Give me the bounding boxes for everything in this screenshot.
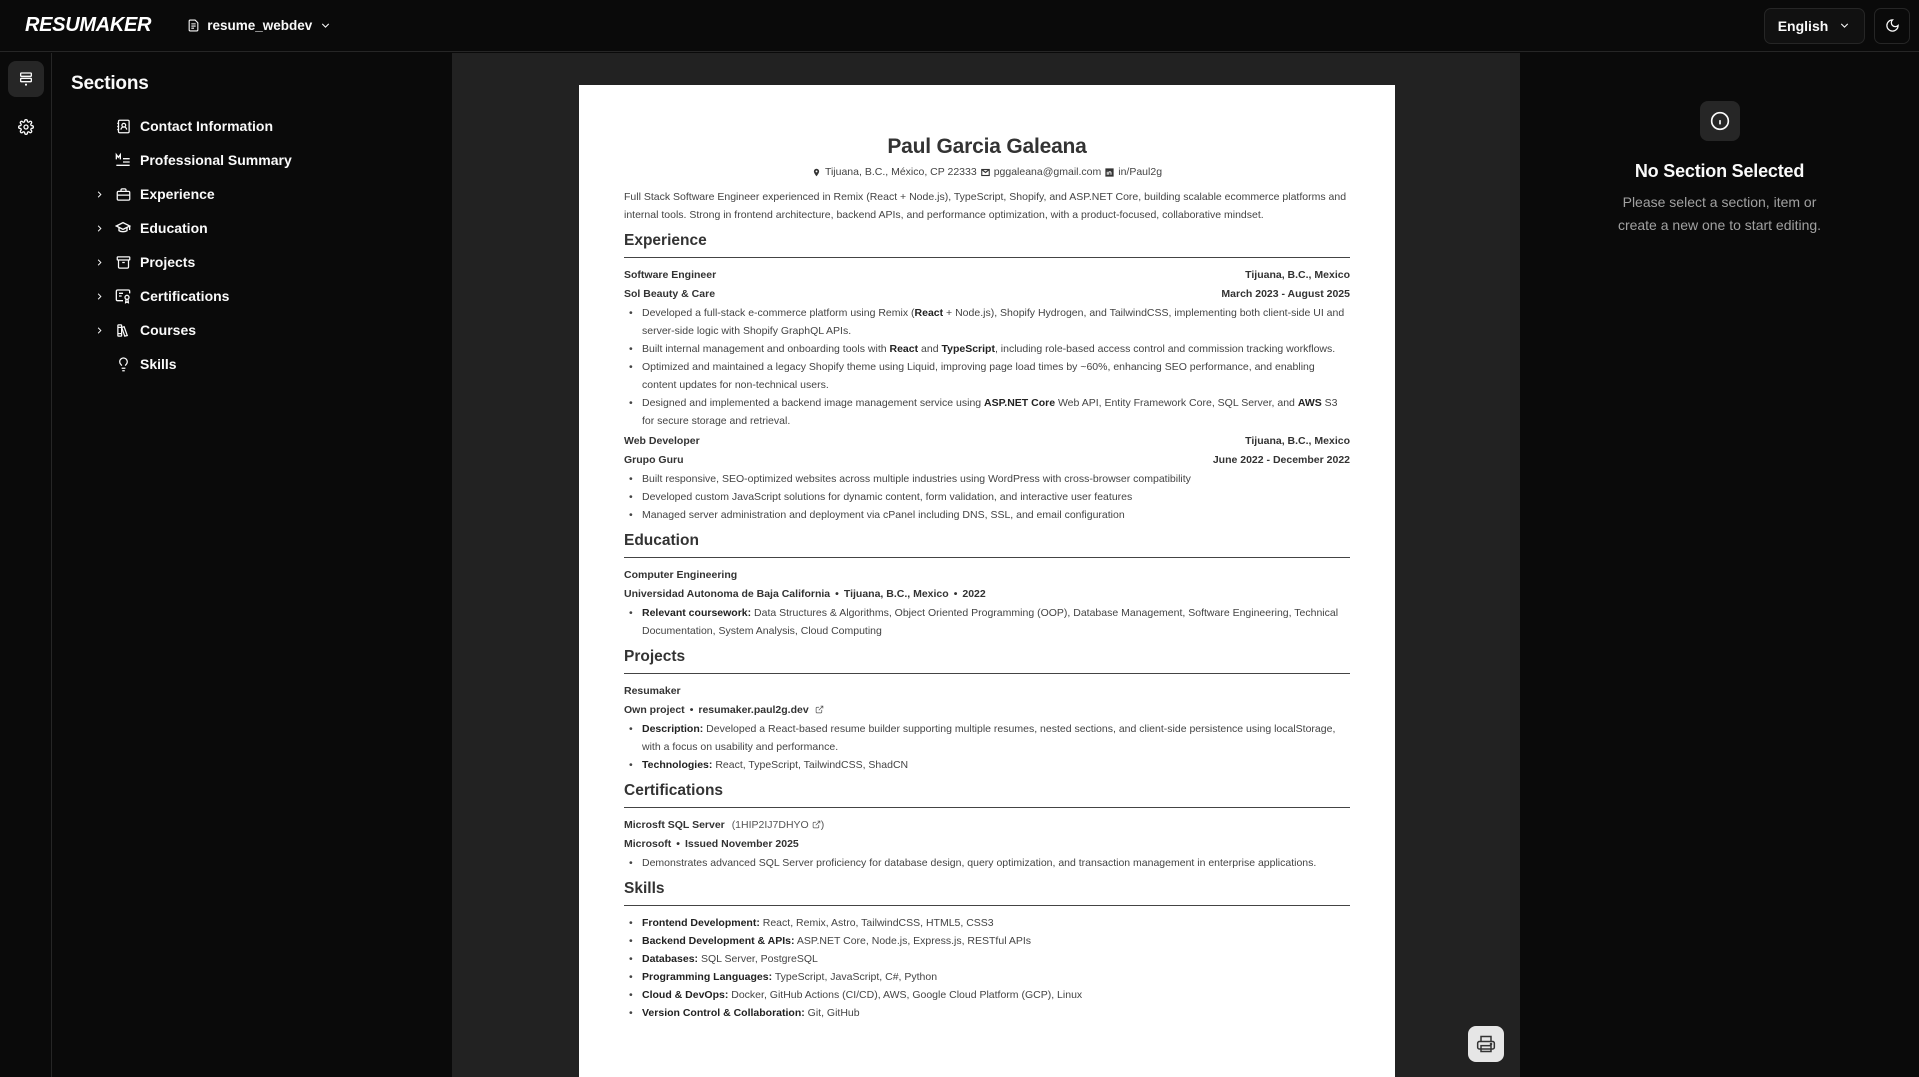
map-pin-icon xyxy=(812,168,821,177)
editor-panel xyxy=(1520,53,1919,1077)
certification-issuer: Microsoft xyxy=(624,838,672,850)
resume-page xyxy=(579,85,1395,1077)
app-logo[interactable]: RESUMAKER xyxy=(25,14,152,36)
chevron-right-icon[interactable] xyxy=(94,291,105,302)
archive-icon xyxy=(116,255,131,270)
section-title: Experience xyxy=(624,232,1350,258)
job-bullet: • Managed server administration and deployment via cPanel including DNS, SSL, and email configuration xyxy=(624,506,1350,524)
education-location: Tijuana, B.C., Mexico xyxy=(843,588,949,600)
chevron-right-icon[interactable] xyxy=(94,257,105,268)
markdown-icon xyxy=(115,152,131,168)
sections-icon xyxy=(18,71,34,87)
sidebar-item-professional-summary[interactable] xyxy=(69,143,452,177)
sidebar-item-label: Certifications xyxy=(140,288,230,304)
resume-selector[interactable] xyxy=(187,18,332,33)
certification-header: Microsft SQL Server (1HIP2IJ7DHYO ) xyxy=(624,819,825,831)
job-dates: June 2022 - December 2022 xyxy=(1212,454,1350,466)
project-type: Own project xyxy=(624,704,685,716)
chevron-right-icon[interactable] xyxy=(94,325,105,336)
project-description: • Description: Developed a React-based resume builder supporting multiple resumes, nested sections, and client-side persistence using localStorage, with a focus on usability and performance. xyxy=(624,720,1350,756)
education-school: Universidad Autonoma de Baja California xyxy=(624,588,831,600)
resume-preview-area xyxy=(452,53,1520,1077)
graduation-cap-icon xyxy=(115,220,131,236)
contact-location: Tijuana, B.C., México, CP 22333 xyxy=(824,166,977,178)
info-icon xyxy=(1710,111,1730,131)
sidebar-item-label: Courses xyxy=(140,322,197,338)
education-year: 2022 xyxy=(962,588,986,600)
job-role: Software Engineer xyxy=(624,269,717,281)
chevron-right-icon[interactable] xyxy=(94,223,105,234)
empty-state-description: Please select a section, item or create a new one to start editing. xyxy=(1617,194,1822,233)
certification-bullet: • Demonstrates advanced SQL Server proficiency for database design, query optimization, and transaction management in enterprise applications. xyxy=(624,854,1350,872)
job-dates: March 2023 - August 2025 xyxy=(1221,288,1350,300)
chevron-down-icon xyxy=(319,19,332,32)
section-title: Projects xyxy=(624,648,1350,674)
skill-item: • Programming Languages: TypeScript, JavaScript, C#, Python xyxy=(624,968,1350,986)
info-badge xyxy=(1700,101,1740,141)
job-bullet: • Built internal management and onboarding tools with React and TypeScript, including role-based access control and commission tracking workflows. xyxy=(624,340,1350,358)
job-bullet: • Optimized and maintained a legacy Shopify theme using Liquid, improving page load times by ~60%, enhancing SEO performance, and enabling content updates for non-technical users. xyxy=(624,358,1350,394)
skill-item: • Frontend Development: React, Remix, Astro, TailwindCSS, HTML5, CSS3 xyxy=(624,914,1350,932)
skill-item: • Databases: SQL Server, PostgreSQL xyxy=(624,950,1350,968)
project-technologies: • Technologies: React, TypeScript, TailwindCSS, ShadCN xyxy=(624,756,1350,774)
resume-section-certifications xyxy=(624,782,1350,872)
resume-section-skills xyxy=(624,880,1350,1022)
certification-id[interactable]: (1HIP2IJ7DHYO xyxy=(731,819,809,831)
printer-icon xyxy=(1476,1034,1496,1054)
sidebar-item-label: Professional Summary xyxy=(140,152,292,168)
theme-toggle-button[interactable] xyxy=(1874,8,1910,44)
sidebar-item-label: Experience xyxy=(140,186,215,202)
job-bullet: • Developed custom JavaScript solutions for dynamic content, form validation, and interactive user features xyxy=(624,488,1350,506)
sidebar-item-certifications[interactable] xyxy=(69,279,452,313)
certification-name: Microsft SQL Server xyxy=(624,819,725,831)
section-title: Certifications xyxy=(624,782,1350,808)
gear-icon xyxy=(18,119,34,135)
sections-tab-button[interactable] xyxy=(8,61,44,97)
certification-meta: Microsoft • Issued November 2025 xyxy=(624,838,799,850)
chevron-down-icon xyxy=(1838,19,1851,32)
skill-item: • Cloud & DevOps: Docker, GitHub Actions (CI/CD), AWS, Google Cloud Platform (GCP), Linux xyxy=(624,986,1350,1004)
education-degree: Computer Engineering xyxy=(624,569,738,581)
sidebar-item-label: Education xyxy=(140,220,208,236)
linkedin-icon xyxy=(1105,168,1114,177)
resume-contact-line xyxy=(624,166,1350,178)
external-link-icon[interactable] xyxy=(815,705,824,714)
sidebar-item-courses[interactable] xyxy=(69,313,452,347)
skill-item: • Backend Development & APIs: ASP.NET Core, Node.js, Express.js, RESTful APIs xyxy=(624,932,1350,950)
language-selector[interactable] xyxy=(1764,8,1865,44)
resume-section-projects xyxy=(624,648,1350,774)
sidebar-item-label: Contact Information xyxy=(140,118,273,134)
language-label: English xyxy=(1777,17,1829,34)
sidebar-title: Sections xyxy=(71,73,149,94)
job-location: Tijuana, B.C., Mexico xyxy=(1245,269,1350,281)
contact-linkedin[interactable]: in/Paul2g xyxy=(1118,166,1163,178)
chevron-right-icon[interactable] xyxy=(94,189,105,200)
lightbulb-icon xyxy=(116,357,131,372)
library-icon xyxy=(116,323,131,338)
project-meta: Own project • resumaker.paul2g.dev xyxy=(624,701,1350,720)
section-title: Skills xyxy=(624,880,1350,906)
sections-sidebar xyxy=(53,53,452,1077)
certification-issued: Issued November 2025 xyxy=(684,838,799,850)
experience-item xyxy=(624,432,1350,524)
project-link[interactable]: resumaker.paul2g.dev xyxy=(698,704,809,716)
contact-email[interactable]: pggaleana@gmail.com xyxy=(993,166,1102,178)
empty-state-title: No Section Selected xyxy=(1634,161,1805,181)
print-button[interactable] xyxy=(1468,1026,1504,1062)
external-link-icon[interactable] xyxy=(812,820,821,829)
sidebar-item-experience[interactable] xyxy=(69,177,452,211)
resume-name-heading: Paul Garcia Galeana xyxy=(887,135,1087,158)
job-location: Tijuana, B.C., Mexico xyxy=(1245,435,1350,447)
sidebar-item-skills[interactable] xyxy=(69,347,452,381)
sidebar-item-education[interactable] xyxy=(69,211,452,245)
education-meta: Universidad Autonoma de Baja California • Tijuana, B.C., Mexico • 2022 xyxy=(624,588,986,600)
resume-section-education xyxy=(624,532,1350,640)
icon-rail xyxy=(0,53,52,1077)
sidebar-item-projects[interactable] xyxy=(69,245,452,279)
job-company: Grupo Guru xyxy=(624,454,684,466)
contact-icon xyxy=(116,119,131,134)
project-name: Resumaker xyxy=(624,685,681,697)
section-title: Education xyxy=(624,532,1350,558)
certificate-icon xyxy=(115,288,131,304)
job-role: Web Developer xyxy=(624,435,700,447)
file-text-icon xyxy=(187,19,200,32)
app-header xyxy=(0,0,1919,52)
mail-icon xyxy=(981,168,990,177)
skill-item: • Version Control & Collaboration: Git, GitHub xyxy=(624,1004,1350,1022)
education-coursework: • Relevant coursework: Data Structures & Algorithms, Object Oriented Programming (OOP), Database Management, Software Engineering, Technical Documentation, System Analysis, Cloud Computing xyxy=(624,604,1350,640)
resume-summary: Full Stack Software Engineer experienced in Remix (React + Node.js), TypeScript, Shopify, and ASP.NET Core, building scalable ecommerce platforms and internal tools. Strong in frontend architecture, backend APIs, and performance optimization, with a product-focused, collaborative mindset. xyxy=(624,191,1347,221)
resume-section-experience xyxy=(624,232,1350,524)
briefcase-icon xyxy=(116,187,131,202)
job-bullet: • Developed a full-stack e-commerce platform using Remix (React + Node.js), Shopify Hydrogen, and TailwindCSS, implementing both client-side UI and server-side logic with Shopify GraphQL APIs. xyxy=(624,304,1350,340)
sidebar-item-label: Projects xyxy=(140,254,196,270)
job-company: Sol Beauty & Care xyxy=(624,288,716,300)
sidebar-item-contact-information[interactable] xyxy=(69,109,452,143)
job-bullet: • Designed and implemented a backend image management service using ASP.NET Core Web API, Entity Framework Core, SQL Server, and AWS S3 for secure storage and retrieval. xyxy=(624,394,1350,430)
sidebar-item-label: Skills xyxy=(140,356,177,372)
settings-tab-button[interactable] xyxy=(8,109,44,145)
moon-icon xyxy=(1885,18,1900,33)
experience-item xyxy=(624,266,1350,430)
resume-name: resume_webdev xyxy=(207,18,313,33)
job-bullet: • Built responsive, SEO-optimized websites across multiple industries using WordPress with cross-browser compatibility xyxy=(624,470,1350,488)
